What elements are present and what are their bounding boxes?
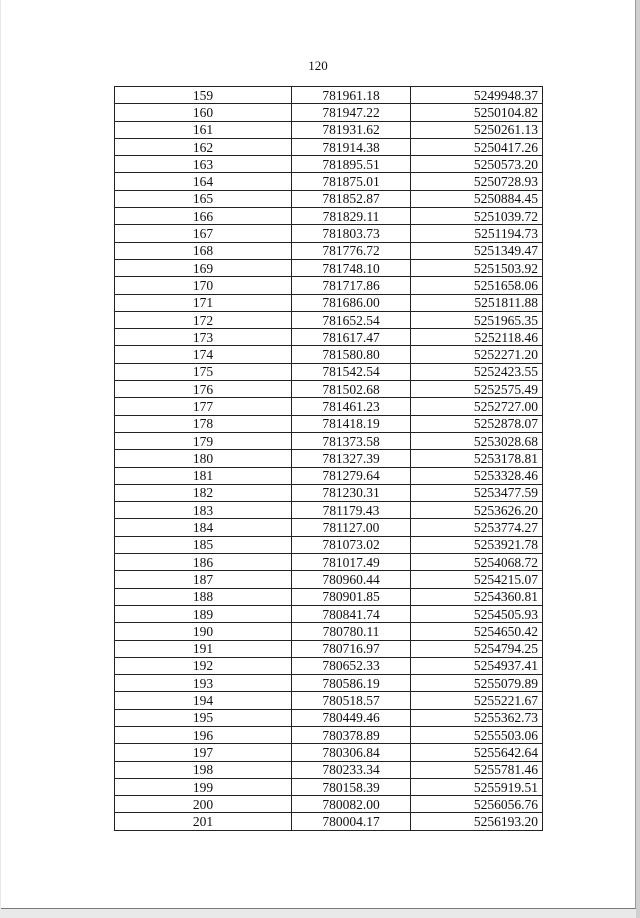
x-coordinate-cell: 781580.80 <box>292 346 411 363</box>
table-row <box>115 813 543 830</box>
point-number-cell: 191 <box>115 640 292 657</box>
table-row <box>115 605 543 622</box>
point-number-cell: 161 <box>115 121 292 138</box>
y-coordinate-cell: 5254215.07 <box>411 571 543 588</box>
x-coordinate-cell: 781686.00 <box>292 294 411 311</box>
point-number-cell: 175 <box>115 363 292 380</box>
y-coordinate-cell: 5253774.27 <box>411 519 543 536</box>
y-coordinate-cell: 5253626.20 <box>411 502 543 519</box>
point-number-cell: 189 <box>115 605 292 622</box>
point-number-cell: 176 <box>115 381 292 398</box>
y-coordinate-cell: 5256193.20 <box>411 813 543 830</box>
point-number-cell: 198 <box>115 761 292 778</box>
table-row <box>115 346 543 363</box>
x-coordinate-cell: 780158.39 <box>292 778 411 795</box>
point-number-cell: 194 <box>115 692 292 709</box>
y-coordinate-cell: 5251658.06 <box>411 277 543 294</box>
x-coordinate-cell: 781717.86 <box>292 277 411 294</box>
y-coordinate-cell: 5254068.72 <box>411 554 543 571</box>
point-number-cell: 196 <box>115 726 292 743</box>
point-number-cell: 162 <box>115 138 292 155</box>
point-number-cell: 186 <box>115 554 292 571</box>
table-row <box>115 190 543 207</box>
y-coordinate-cell: 5255362.73 <box>411 709 543 726</box>
point-number-cell: 183 <box>115 502 292 519</box>
x-coordinate-cell: 781179.43 <box>292 502 411 519</box>
x-coordinate-cell: 780449.46 <box>292 709 411 726</box>
y-coordinate-cell: 5255079.89 <box>411 675 543 692</box>
x-coordinate-cell: 781461.23 <box>292 398 411 415</box>
y-coordinate-cell: 5251965.35 <box>411 311 543 328</box>
table-row <box>115 536 543 553</box>
table-row <box>115 381 543 398</box>
y-coordinate-cell: 5252423.55 <box>411 363 543 380</box>
table-row <box>115 121 543 138</box>
y-coordinate-cell: 5251349.47 <box>411 242 543 259</box>
x-coordinate-cell: 780082.00 <box>292 796 411 813</box>
scan-edge-shadow <box>636 0 640 918</box>
x-coordinate-cell: 780586.19 <box>292 675 411 692</box>
table-row <box>115 519 543 536</box>
table-row <box>115 173 543 190</box>
point-number-cell: 166 <box>115 208 292 225</box>
table-row <box>115 588 543 605</box>
y-coordinate-cell: 5254505.93 <box>411 605 543 622</box>
table-row <box>115 363 543 380</box>
x-coordinate-cell: 780518.57 <box>292 692 411 709</box>
x-coordinate-cell: 781895.51 <box>292 156 411 173</box>
y-coordinate-cell: 5253028.68 <box>411 432 543 449</box>
point-number-cell: 163 <box>115 156 292 173</box>
table-row <box>115 692 543 709</box>
y-coordinate-cell: 5254650.42 <box>411 623 543 640</box>
table-row <box>115 311 543 328</box>
y-coordinate-cell: 5251194.73 <box>411 225 543 242</box>
point-number-cell: 160 <box>115 104 292 121</box>
x-coordinate-cell: 781502.68 <box>292 381 411 398</box>
point-number-cell: 181 <box>115 467 292 484</box>
x-coordinate-cell: 780960.44 <box>292 571 411 588</box>
table-row <box>115 156 543 173</box>
y-coordinate-cell: 5250573.20 <box>411 156 543 173</box>
table-row <box>115 467 543 484</box>
point-number-cell: 180 <box>115 450 292 467</box>
y-coordinate-cell: 5250728.93 <box>411 173 543 190</box>
table-row <box>115 484 543 501</box>
table-row <box>115 796 543 813</box>
x-coordinate-cell: 781852.87 <box>292 190 411 207</box>
x-coordinate-cell: 781617.47 <box>292 329 411 346</box>
point-number-cell: 190 <box>115 623 292 640</box>
table-row <box>115 450 543 467</box>
y-coordinate-cell: 5255642.64 <box>411 744 543 761</box>
x-coordinate-cell: 781279.64 <box>292 467 411 484</box>
table-row <box>115 502 543 519</box>
point-number-cell: 192 <box>115 657 292 674</box>
table-row <box>115 709 543 726</box>
x-coordinate-cell: 781373.58 <box>292 432 411 449</box>
point-number-cell: 165 <box>115 190 292 207</box>
table-row <box>115 277 543 294</box>
point-number-cell: 169 <box>115 259 292 276</box>
point-number-cell: 172 <box>115 311 292 328</box>
x-coordinate-cell: 781073.02 <box>292 536 411 553</box>
y-coordinate-cell: 5250261.13 <box>411 121 543 138</box>
x-coordinate-cell: 780233.34 <box>292 761 411 778</box>
y-coordinate-cell: 5256056.76 <box>411 796 543 813</box>
x-coordinate-cell: 780841.74 <box>292 605 411 622</box>
table-row <box>115 415 543 432</box>
x-coordinate-cell: 780901.85 <box>292 588 411 605</box>
point-number-cell: 178 <box>115 415 292 432</box>
table-row <box>115 432 543 449</box>
y-coordinate-cell: 5250104.82 <box>411 104 543 121</box>
point-number-cell: 167 <box>115 225 292 242</box>
y-coordinate-cell: 5254360.81 <box>411 588 543 605</box>
y-coordinate-cell: 5252575.49 <box>411 381 543 398</box>
table-row <box>115 242 543 259</box>
y-coordinate-cell: 5253921.78 <box>411 536 543 553</box>
y-coordinate-cell: 5254937.41 <box>411 657 543 674</box>
y-coordinate-cell: 5255919.51 <box>411 778 543 795</box>
y-coordinate-cell: 5251811.88 <box>411 294 543 311</box>
x-coordinate-cell: 781017.49 <box>292 554 411 571</box>
point-number-cell: 187 <box>115 571 292 588</box>
y-coordinate-cell: 5250417.26 <box>411 138 543 155</box>
point-number-cell: 185 <box>115 536 292 553</box>
y-coordinate-cell: 5252727.00 <box>411 398 543 415</box>
x-coordinate-cell: 781875.01 <box>292 173 411 190</box>
table-row <box>115 104 543 121</box>
y-coordinate-cell: 5255781.46 <box>411 761 543 778</box>
x-coordinate-cell: 781418.19 <box>292 415 411 432</box>
table-row <box>115 554 543 571</box>
x-coordinate-cell: 781961.18 <box>292 87 411 104</box>
y-coordinate-cell: 5253178.81 <box>411 450 543 467</box>
point-number-cell: 170 <box>115 277 292 294</box>
point-number-cell: 168 <box>115 242 292 259</box>
y-coordinate-cell: 5253477.59 <box>411 484 543 501</box>
table-row <box>115 87 543 104</box>
table-row <box>115 398 543 415</box>
table-row <box>115 259 543 276</box>
point-number-cell: 188 <box>115 588 292 605</box>
x-coordinate-cell: 781776.72 <box>292 242 411 259</box>
x-coordinate-cell: 780378.89 <box>292 726 411 743</box>
table-row <box>115 744 543 761</box>
table-row <box>115 208 543 225</box>
document-page <box>1 0 636 909</box>
table-row <box>115 640 543 657</box>
x-coordinate-cell: 781127.00 <box>292 519 411 536</box>
x-coordinate-cell: 781914.38 <box>292 138 411 155</box>
x-coordinate-cell: 781748.10 <box>292 259 411 276</box>
table-row <box>115 225 543 242</box>
y-coordinate-cell: 5249948.37 <box>411 87 543 104</box>
x-coordinate-cell: 781652.54 <box>292 311 411 328</box>
point-number-cell: 164 <box>115 173 292 190</box>
point-number-cell: 184 <box>115 519 292 536</box>
point-number-cell: 174 <box>115 346 292 363</box>
y-coordinate-cell: 5255221.67 <box>411 692 543 709</box>
point-number-cell: 182 <box>115 484 292 501</box>
x-coordinate-cell: 781542.54 <box>292 363 411 380</box>
x-coordinate-cell: 781931.62 <box>292 121 411 138</box>
table-row <box>115 726 543 743</box>
y-coordinate-cell: 5252271.20 <box>411 346 543 363</box>
point-number-cell: 195 <box>115 709 292 726</box>
table-row <box>115 761 543 778</box>
point-number-cell: 159 <box>115 87 292 104</box>
y-coordinate-cell: 5250884.45 <box>411 190 543 207</box>
x-coordinate-cell: 780306.84 <box>292 744 411 761</box>
point-number-cell: 177 <box>115 398 292 415</box>
y-coordinate-cell: 5255503.06 <box>411 726 543 743</box>
x-coordinate-cell: 781803.73 <box>292 225 411 242</box>
y-coordinate-cell: 5254794.25 <box>411 640 543 657</box>
point-number-cell: 201 <box>115 813 292 830</box>
x-coordinate-cell: 780652.33 <box>292 657 411 674</box>
x-coordinate-cell: 781230.31 <box>292 484 411 501</box>
table-row <box>115 138 543 155</box>
table-row <box>115 657 543 674</box>
point-number-cell: 199 <box>115 778 292 795</box>
x-coordinate-cell: 781327.39 <box>292 450 411 467</box>
point-number-cell: 193 <box>115 675 292 692</box>
table-row <box>115 778 543 795</box>
point-number-cell: 200 <box>115 796 292 813</box>
table-row <box>115 571 543 588</box>
table-row <box>115 294 543 311</box>
table-row <box>115 623 543 640</box>
y-coordinate-cell: 5253328.46 <box>411 467 543 484</box>
point-number-cell: 179 <box>115 432 292 449</box>
point-number-cell: 173 <box>115 329 292 346</box>
coordinates-table-body <box>115 87 543 831</box>
y-coordinate-cell: 5251503.92 <box>411 259 543 276</box>
page-number: 120 <box>308 58 328 73</box>
x-coordinate-cell: 780716.97 <box>292 640 411 657</box>
x-coordinate-cell: 780780.11 <box>292 623 411 640</box>
x-coordinate-cell: 780004.17 <box>292 813 411 830</box>
y-coordinate-cell: 5251039.72 <box>411 208 543 225</box>
table-row <box>115 329 543 346</box>
y-coordinate-cell: 5252118.46 <box>411 329 543 346</box>
point-number-cell: 197 <box>115 744 292 761</box>
table-row <box>115 675 543 692</box>
x-coordinate-cell: 781947.22 <box>292 104 411 121</box>
y-coordinate-cell: 5252878.07 <box>411 415 543 432</box>
coordinates-table <box>114 86 543 831</box>
x-coordinate-cell: 781829.11 <box>292 208 411 225</box>
point-number-cell: 171 <box>115 294 292 311</box>
